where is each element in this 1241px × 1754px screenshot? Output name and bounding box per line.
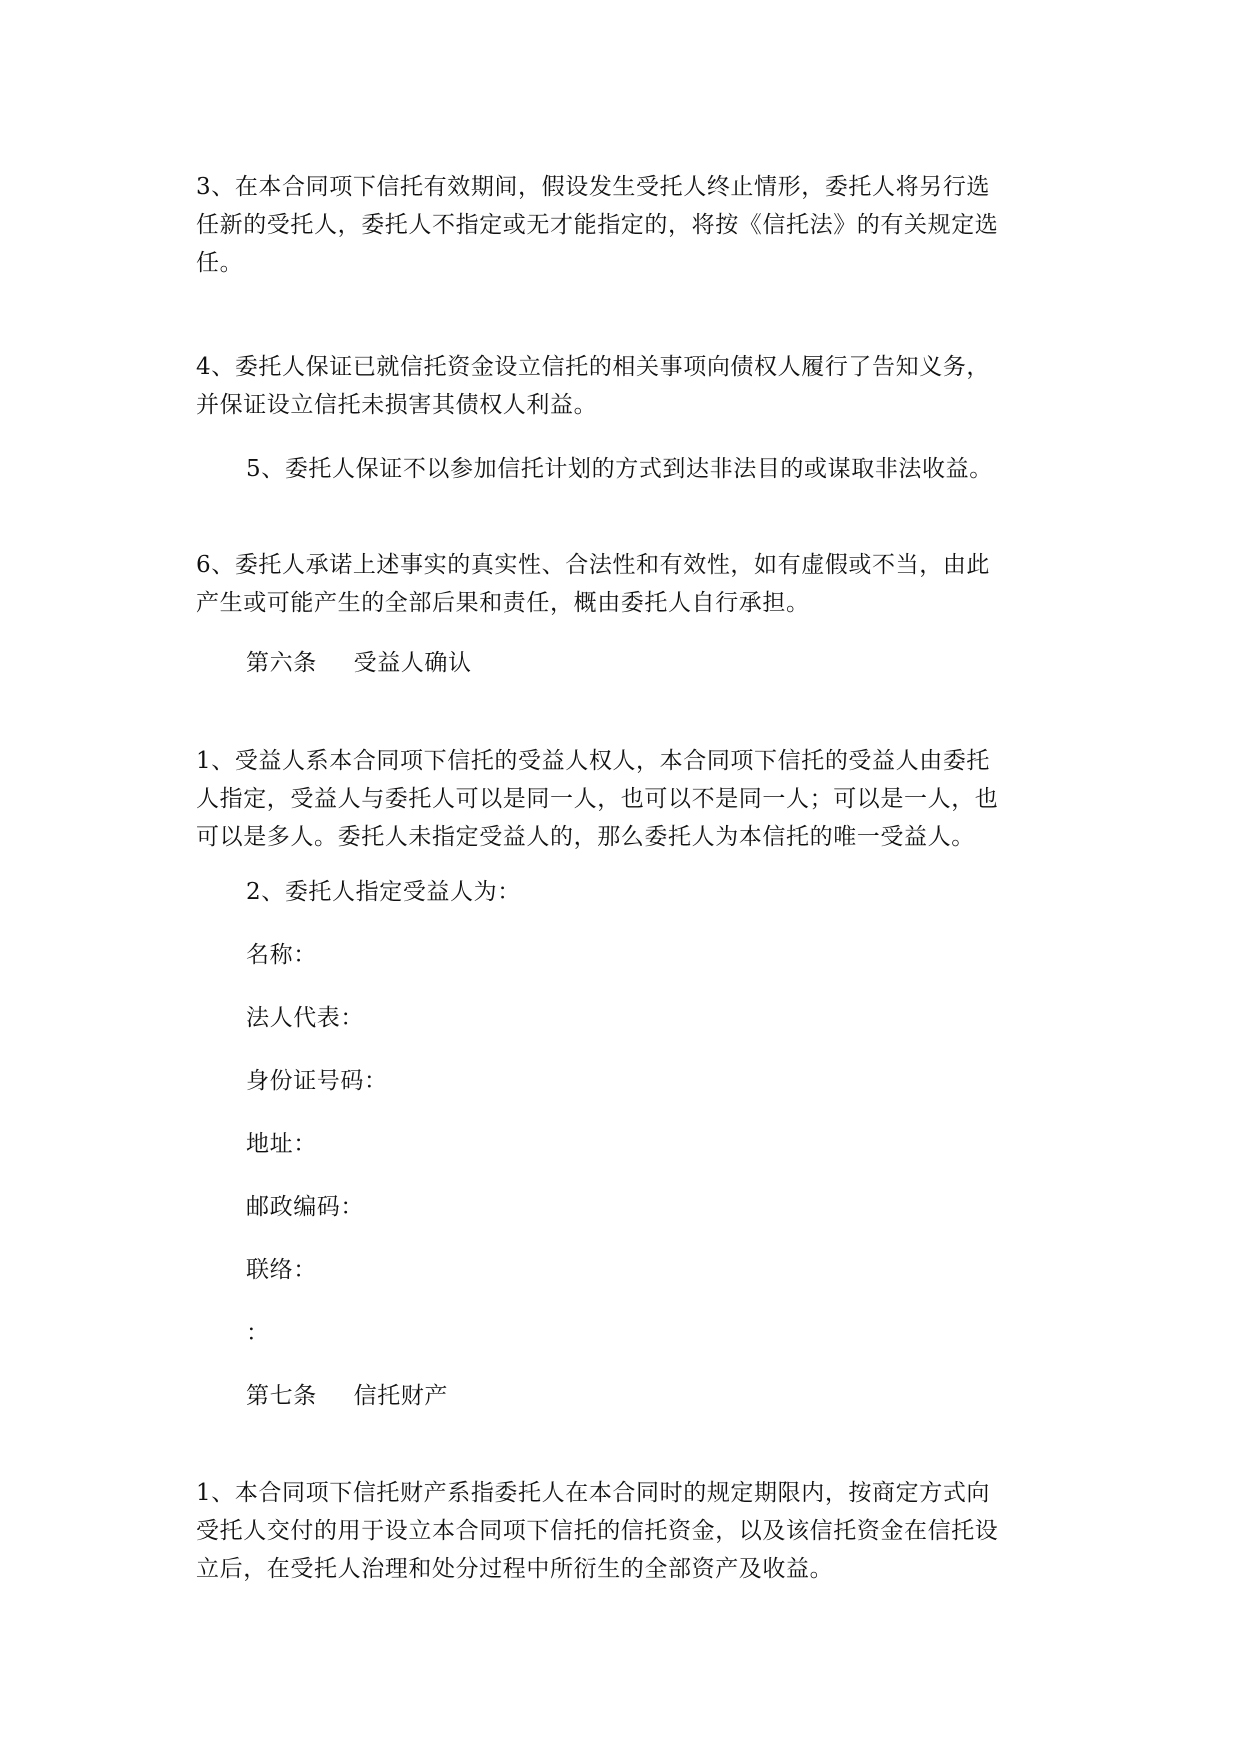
article-7-paragraph-1 xyxy=(196,1474,1076,1588)
paragraph-line: 1、受益人系本合同项下信托的受益人权人，本合同项下信托的受益人由委托 xyxy=(196,748,991,774)
article-title: 信托财产 xyxy=(353,1383,449,1409)
article-6-paragraph-2 xyxy=(246,873,1076,911)
article-title: 受益人确认 xyxy=(353,650,472,676)
paragraph-4 xyxy=(196,348,1076,424)
paragraph-line: 受托人交付的用于设立本合同项下信托的信托资金，以及该信托资金在信托设 xyxy=(196,1518,999,1544)
paragraph-line: 任新的受托人，委托人不指定或无才能指定的，将按《信托法》的有关规定选 xyxy=(196,212,999,238)
field-label: 法人代表： xyxy=(246,1005,364,1031)
article-7-heading xyxy=(246,1377,1076,1415)
article-number: 第七条 xyxy=(246,1383,317,1409)
article-6-paragraph-1 xyxy=(196,742,1076,856)
paragraph-line: 4、委托人保证已就信托资金设立信托的相关事项向债权人履行了告知义务， xyxy=(196,354,991,380)
paragraph-line: 并保证设立信托未损害其债权人利益。 xyxy=(196,392,598,418)
field-legal-rep xyxy=(246,999,1076,1037)
paragraph-line: 任。 xyxy=(196,250,244,276)
field-label: 名称： xyxy=(246,942,317,968)
field-label: 地址： xyxy=(246,1131,317,1157)
paragraph-line: 6、委托人承诺上述事实的真实性、合法性和有效性，如有虚假或不当，由此 xyxy=(196,552,991,578)
paragraph-line: 2、委托人指定受益人为： xyxy=(246,879,521,905)
field-contact xyxy=(246,1251,1076,1289)
field-name xyxy=(246,936,1076,974)
field-address xyxy=(246,1125,1076,1163)
article-6-heading xyxy=(246,644,1076,682)
field-id-number xyxy=(246,1062,1076,1100)
paragraph-line: 5、委托人保证不以参加信托计划的方式到达非法目的或谋取非法收益。 xyxy=(246,456,993,482)
field-label: 联络： xyxy=(246,1257,317,1283)
field-label: 邮政编码： xyxy=(246,1194,364,1220)
field-label: 身份证号码： xyxy=(246,1068,388,1094)
paragraph-line: 立后，在受托人治理和处分过程中所衍生的全部资产及收益。 xyxy=(196,1556,834,1582)
paragraph-line: 人指定，受益人与委托人可以是同一人，也可以不是同一人；可以是一人，也 xyxy=(196,786,999,812)
paragraph-line: 3、在本合同项下信托有效期间，假设发生受托人终止情形，委托人将另行选 xyxy=(196,174,991,200)
paragraph-line: 1、本合同项下信托财产系指委托人在本合同时的规定期限内，按商定方式向 xyxy=(196,1480,991,1506)
article-number: 第六条 xyxy=(246,650,317,676)
paragraph-6 xyxy=(196,546,1076,622)
field-label: ： xyxy=(246,1320,270,1346)
paragraph-line: 可以是多人。委托人未指定受益人的，那么委托人为本信托的唯一受益人。 xyxy=(196,824,975,850)
paragraph-line: 产生或可能产生的全部后果和责任，概由委托人自行承担。 xyxy=(196,590,810,616)
field-postcode xyxy=(246,1188,1076,1226)
paragraph-5 xyxy=(246,450,1076,488)
field-blank xyxy=(246,1314,1076,1352)
paragraph-3 xyxy=(196,168,1076,282)
